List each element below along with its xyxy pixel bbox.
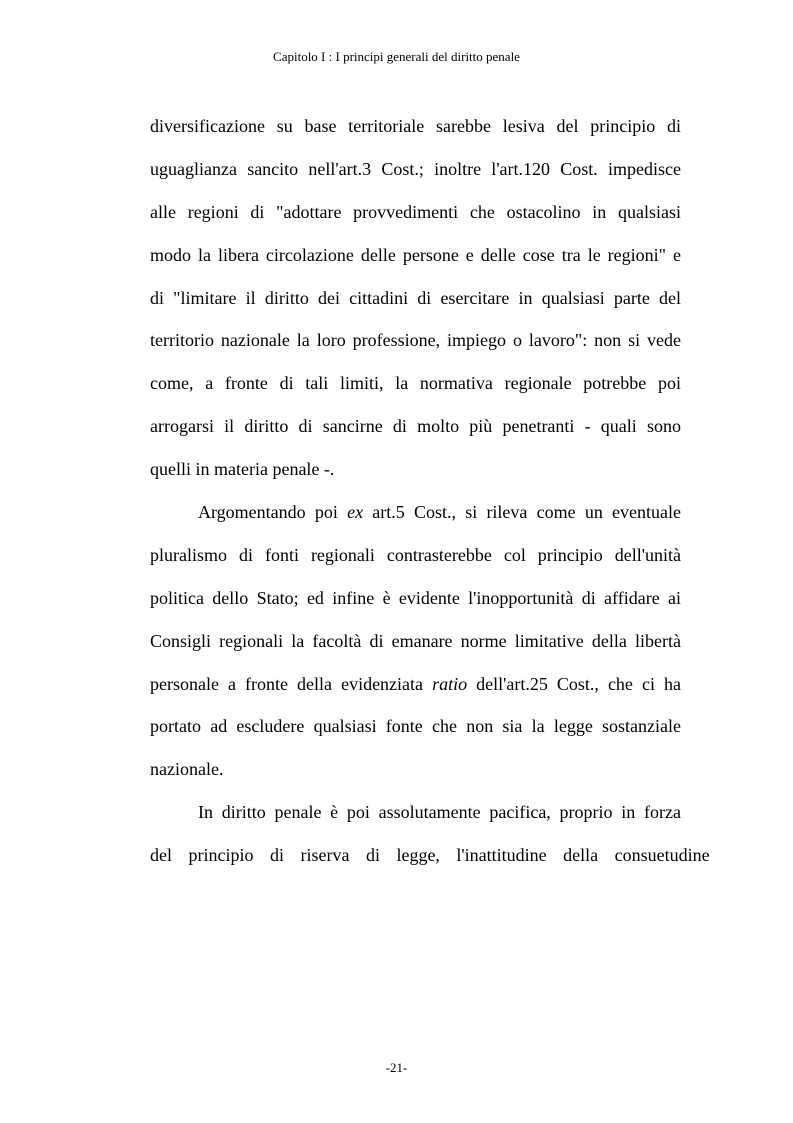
text-line: quelli in materia penale -.	[150, 459, 335, 480]
text-line: del principio di riserva di legge, l'inattitudine della consuetudine	[150, 845, 710, 866]
text-line: diversificazione su base territoriale sarebbe lesiva del principio di	[150, 116, 681, 136]
text-line: alle regioni di "adottare provvedimenti che ostacolino in qualsiasi	[150, 201, 681, 222]
text-run: dell'art.25 Cost., che ci ha	[467, 673, 681, 694]
text-line: di "limitare il diritto dei cittadini di esercitare in qualsiasi parte del	[150, 287, 681, 308]
italic-term: ratio	[432, 673, 468, 694]
text-line: portato ad escludere qualsiasi fonte che non sia la legge sostanziale	[150, 716, 681, 737]
text-line: uguaglianza sancito nell'art.3 Cost.; inoltre l'art.120 Cost. impedisce	[150, 158, 681, 179]
text-line	[150, 663, 681, 706]
text-run: art.5 Cost., si rileva come un eventuale	[363, 502, 682, 523]
text-line: pluralismo di fonti regionali contrasterebbe col principio dell'unità	[150, 544, 681, 565]
text-line: come, a fronte di tali limiti, la normativa regionale potrebbe poi	[150, 373, 681, 394]
text-run: Argomentando poi	[198, 502, 348, 523]
text-line: politica dello Stato; ed infine è evidente l'inopportunità di affidare ai	[150, 587, 681, 608]
body-text	[150, 105, 710, 877]
text-line: Consigli regionali la facoltà di emanare norme limitative della libertà	[150, 630, 681, 651]
running-header: Capitolo I : I principi generali del diritto penale	[273, 49, 520, 64]
text-line: arrogarsi il diritto di sancirne di molto più penetranti - quali sono	[150, 416, 681, 437]
italic-term: ex	[347, 502, 364, 523]
page-number: -21-	[385, 1060, 408, 1075]
text-line: territorio nazionale la loro professione, impiego o lavoro": non si vede	[150, 330, 681, 351]
text-run: personale a fronte della evidenziata	[150, 673, 433, 694]
text-line	[150, 491, 681, 534]
text-line: nazionale.	[150, 759, 224, 780]
text-line: In diritto penale è poi assolutamente pacifica, proprio in forza	[198, 802, 681, 823]
text-line: modo la libera circolazione delle persone e delle cose tra le regioni" e	[150, 244, 681, 265]
